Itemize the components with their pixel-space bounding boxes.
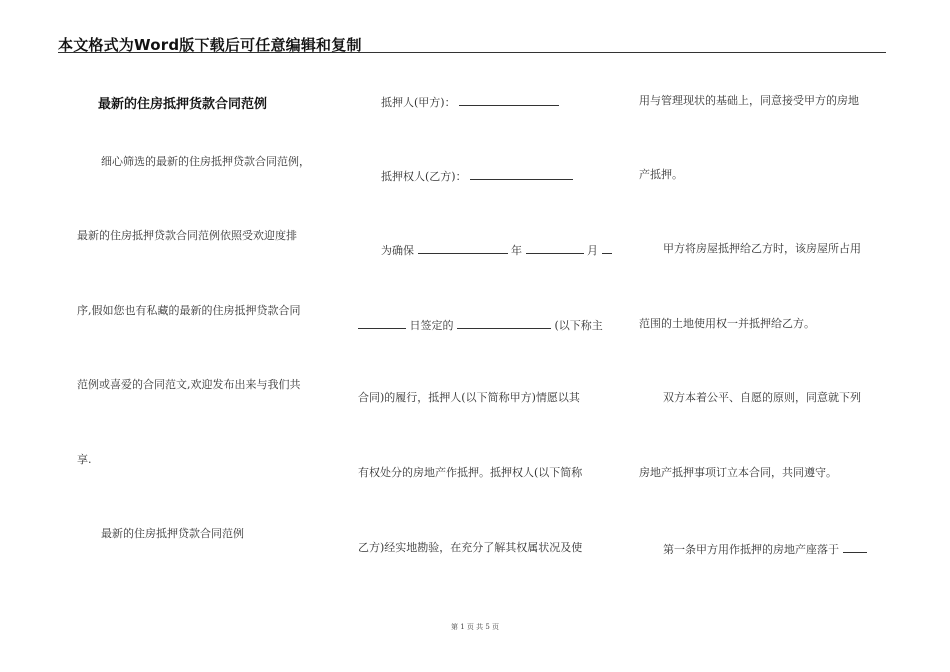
mortgagee-label: 抵押权人(乙方)： [381, 170, 467, 183]
mortgagor-label: 抵押人(甲方)： [381, 96, 456, 109]
header-divider [58, 52, 886, 53]
paragraph-line: 用与管理现状的基础上，同意接受甲方的房地 [639, 94, 859, 107]
signed-line [358, 317, 603, 333]
paragraph-line: 范围的土地使用权一并抵押给乙方。 [639, 317, 815, 330]
paragraph-line: 享. [77, 453, 92, 466]
paragraph-line: 合同)的履行，抵押人(以下简称甲方)情愿以其 [358, 391, 580, 404]
ensure-line [381, 242, 612, 258]
mortgagee-line [381, 168, 573, 184]
mortgagor-line [381, 94, 559, 110]
paragraph-line: 序,假如您也有私藏的最新的住房抵押贷款合同 [77, 304, 301, 317]
paragraph-line: 有权处分的房地产作抵押。抵押权人(以下简称 [358, 466, 583, 479]
article-one-text: 第一条甲方用作抵押的房地产座落于 [663, 543, 839, 556]
signed-text: 日签定的 [409, 319, 454, 332]
paragraph-line: 甲方将房屋抵押给乙方时，该房屋所占用 [663, 242, 861, 255]
hereinafter-text: (以下称主 [554, 319, 603, 332]
paragraph-line: 双方本着公平、自愿的原则，同意就下列 [663, 391, 861, 404]
blank [358, 317, 406, 329]
month-text: 月 [587, 244, 598, 257]
subheading-line: 最新的住房抵押贷款合同范例 [101, 527, 244, 540]
document-header-title: 本文格式为Word版下载后可任意编辑和复制 [58, 36, 362, 54]
mortgagor-blank [459, 94, 559, 106]
year-text: 年 [511, 244, 522, 257]
blank [457, 317, 551, 329]
blank [602, 242, 612, 254]
page-number-footer: 第 1 页 共 5 页 [450, 623, 500, 631]
paragraph-line: 最新的住房抵押贷款合同范例依照受欢迎度排 [77, 229, 297, 242]
paragraph-line: 乙方)经实地勘验，在充分了解其权属状况及使 [358, 541, 583, 554]
paragraph-line: 范例或喜爱的合同范文,欢迎发布出来与我们共 [77, 378, 301, 391]
article-one-line [663, 541, 867, 557]
paragraph-line: 细心筛选的最新的住房抵押贷款合同范例， [101, 155, 310, 168]
paragraph-line: 产抵押。 [639, 168, 683, 181]
ensure-text: 为确保 [381, 244, 414, 257]
paragraph-line: 房地产抵押事项订立本合同，共同遵守。 [639, 466, 837, 479]
blank [526, 242, 584, 254]
mortgagee-blank [470, 168, 573, 180]
document-title: 最新的住房抵押货款合同范例 [98, 97, 268, 112]
location-blank [843, 541, 867, 553]
blank [418, 242, 508, 254]
